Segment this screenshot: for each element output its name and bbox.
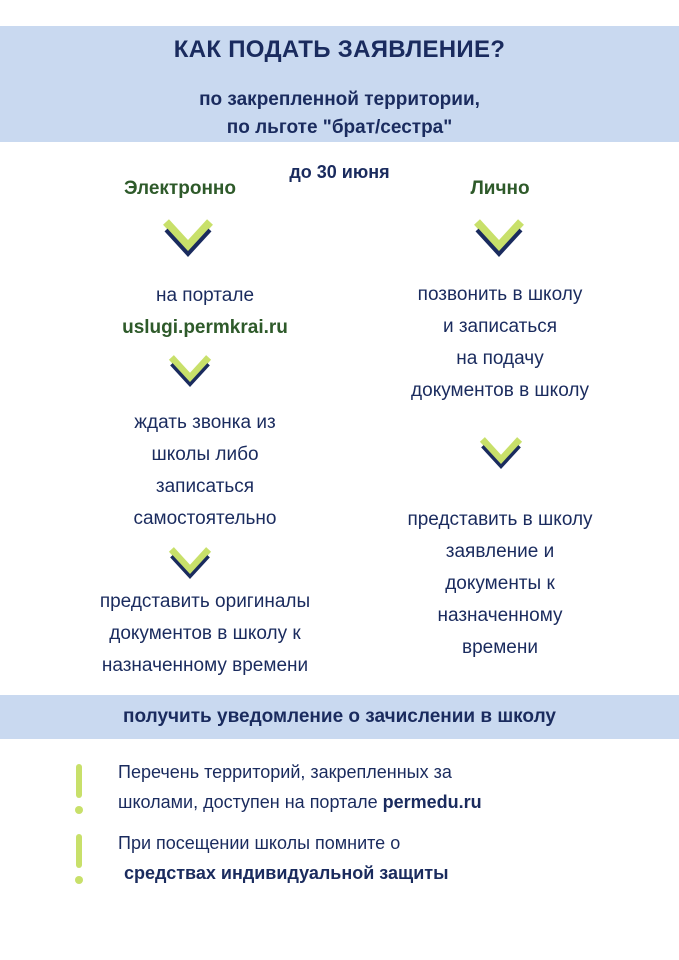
exclamation-icon: [72, 764, 86, 816]
electronic-step-1-text: на портале: [155, 285, 255, 306]
personal-step-1-line: документов в школу: [411, 380, 589, 401]
personal-step-1-line: позвонить в школу: [417, 284, 583, 305]
personal-step-1: [340, 279, 660, 407]
electronic-step-3-line: документов в школу к: [109, 623, 301, 644]
chevron-down-icon: [168, 354, 212, 388]
electronic-step-1: [40, 280, 370, 344]
note-territories: [118, 757, 638, 817]
personal-step-2: [340, 504, 660, 664]
personal-step-1-line: на подачу: [456, 348, 544, 369]
chevron-down-icon: [162, 218, 214, 258]
chevron-down-icon: [479, 436, 523, 470]
subtitle-line-1: по закрепленной территории,: [199, 89, 480, 110]
electronic-step-2-line: ждать звонка из: [134, 412, 276, 433]
chevron-down-icon: [168, 546, 212, 580]
electronic-heading: Электронно: [123, 178, 236, 199]
electronic-step-2-line: записаться: [155, 476, 255, 497]
electronic-step-3-line: назначенному времени: [101, 655, 309, 676]
personal-step-2-line: назначенному: [437, 605, 563, 626]
electronic-step-2-line: самостоятельно: [133, 508, 277, 529]
deadline-label: до 30 июня: [289, 162, 390, 182]
electronic-step-3: [30, 586, 380, 682]
personal-step-2-line: времени: [462, 637, 538, 658]
note-territories-line-2: [118, 787, 638, 817]
note-protection-bold: средствах индивидуальной защиты: [124, 863, 449, 883]
subtitle-line-2: по льготе "брат/сестра": [226, 117, 453, 138]
chevron-down-icon: [473, 218, 525, 258]
note-protection: [118, 828, 638, 888]
note-territories-line-1: Перечень территорий, закрепленных за: [118, 762, 452, 782]
electronic-step-2: [40, 407, 370, 535]
electronic-step-3-line: представить оригиналы: [99, 591, 311, 612]
personal-step-2-line: заявление и: [445, 541, 555, 562]
note-protection-line-2: [118, 858, 638, 888]
exclamation-icon: [72, 834, 86, 886]
personal-step-2-line: представить в школу: [407, 509, 593, 530]
electronic-step-2-line: школы либо: [151, 444, 259, 465]
personal-step-2-line: документы к: [445, 573, 555, 594]
uslugi-portal-link[interactable]: uslugi.permkrai.ru: [122, 317, 288, 338]
personal-step-1-line: и записаться: [442, 316, 558, 337]
note-territories-text: школами, доступен на портале: [118, 792, 383, 812]
permedu-portal-link[interactable]: permedu.ru: [382, 792, 482, 812]
result-notice: получить уведомление о зачислении в школу: [123, 706, 556, 727]
page-subtitle: [0, 86, 679, 142]
page-title: КАК ПОДАТЬ ЗАЯВЛЕНИЕ?: [173, 36, 506, 63]
note-protection-line-1: При посещении школы помните о: [118, 833, 401, 853]
personal-heading: Лично: [470, 178, 530, 199]
